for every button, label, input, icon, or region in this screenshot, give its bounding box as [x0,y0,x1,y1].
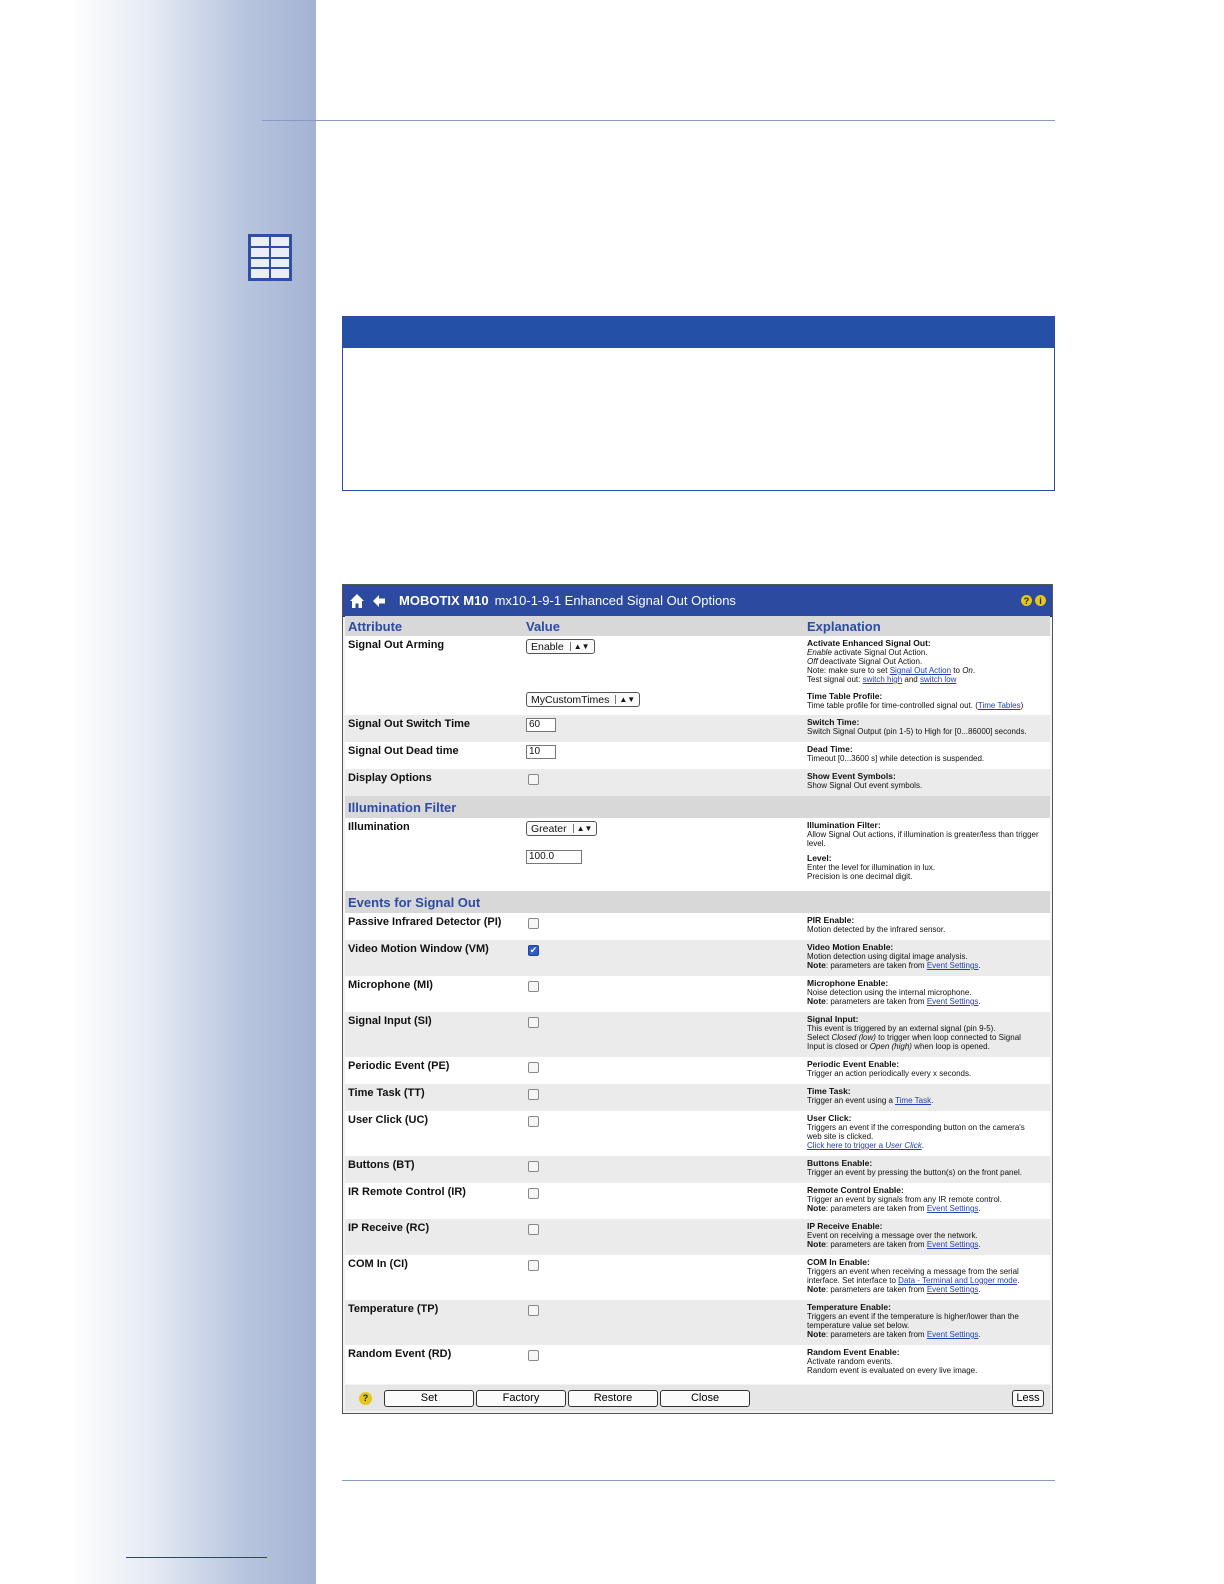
table-row: Microphone (MI) Microphone Enable: Noise detection using the internal microphone. Note: parameters are taken from Event Settings. [348,978,981,1006]
event-settings-link[interactable]: Event Settings [926,961,979,970]
table-row: Periodic Event (PE) Periodic Event Enable: Trigger an action periodically every x seconds. [348,1059,972,1078]
random-event-checkbox[interactable] [528,1350,539,1361]
table-row: Random Event (RD) Random Event Enable: Activate random events. Random event is evaluated on every live image. [348,1347,978,1375]
updown-icon: ▲▼ [570,642,590,651]
trigger-user-click-link[interactable]: Click here to trigger a User Click [807,1141,922,1150]
table-icon [248,234,292,281]
set-button[interactable]: Set [384,1390,474,1407]
back-arrow-icon[interactable] [371,593,387,609]
event-settings-link[interactable]: Event Settings [926,1330,979,1339]
table-row: IR Remote Control (IR) Remote Control Enable: Trigger an event by signals from any IR remote control. Note: parameters are taken from Event Settings. [348,1185,1002,1213]
table-row: Passive Infrared Detector (PI) PIR Enable: Motion detected by the infrared sensor. [348,915,946,934]
table-row: COM In (CI) COM In Enable: Triggers an event when receiving a message from the serial interface. Set interface to Data - Terminal and Logger mode. Note: parameters are taken from Event Settings. [348,1257,1020,1294]
time-table-profile-select[interactable]: MyCustomTimes ▲▼ [526,692,640,707]
table-row: Buttons (BT) Buttons Enable: Trigger an event by pressing the button(s) on the front panel. [345,1156,1050,1183]
time-tables-link[interactable]: Time Tables [977,701,1021,710]
window-title: mx10-1-9-1 Enhanced Signal Out Options [494,593,736,608]
ip-receive-checkbox[interactable] [528,1224,539,1235]
event-settings-link[interactable]: Event Settings [926,1204,979,1213]
section-events-for-signal-out: Events for Signal Out [345,891,1050,913]
header-value: Value [526,618,560,634]
section-illumination-filter: Illumination Filter [345,796,1050,818]
window-title-bar [343,585,1052,617]
help-icon[interactable]: ? [1021,595,1032,606]
close-button[interactable]: Close [660,1390,750,1407]
home-icon[interactable] [349,593,365,609]
pir-checkbox[interactable] [528,918,539,929]
time-task-link[interactable]: Time Task [895,1096,932,1105]
illumination-level-input[interactable]: 100.0 [526,850,582,864]
info-icon[interactable]: i [1035,595,1046,606]
settings-table [345,616,1050,1384]
display-options-checkbox[interactable] [528,774,539,785]
table-row: Time Task (TT) Time Task: Trigger an event using a Time Task. [345,1084,1050,1111]
signal-out-arming-label: Signal Out Arming [348,639,445,651]
updown-icon: ▲▼ [573,824,593,833]
table-row: Illumination Greater ▲▼ 100.0 Illumination Filter: Allow Signal Out actions, if illumination is greater/less than trigger level. Level: Enter the level for illumination in lux. Precision is one decimal digit. [348,820,1039,881]
header-attribute: Attribute [348,618,403,634]
table-header [345,616,1050,636]
event-settings-link[interactable]: Event Settings [926,997,979,1006]
table-row: Signal Out Dead time 10 Dead Time: Timeout [0...3600 s] while detection is suspended. [348,744,985,763]
time-task-checkbox[interactable] [528,1089,539,1100]
table-row: Signal Input (SI) Signal Input: This event is triggered by an external signal (pin 9-5). Select Closed (low) to trigger when loop connected to Signal Input is closed or Open (high) when loop is opened. [345,1012,1050,1057]
table-row: IP Receive (RC) IP Receive Enable: Event on receiving a message over the network. Note: parameters are taken from Event Settings. [345,1219,1050,1255]
less-button[interactable]: Less [1012,1390,1044,1407]
table-row: User Click (UC) User Click: Triggers an event if the corresponding button on the camera's web site is clicked. Click here to trigger a User Click. [348,1113,1025,1150]
note-box-header [343,317,1054,348]
updown-icon: ▲▼ [615,695,635,704]
switch-high-link[interactable]: switch high [862,675,903,684]
factory-button[interactable]: Factory [476,1390,566,1407]
event-settings-link[interactable]: Event Settings [926,1240,979,1249]
com-in-checkbox[interactable] [528,1260,539,1271]
ir-remote-checkbox[interactable] [528,1188,539,1199]
temperature-checkbox[interactable] [528,1305,539,1316]
signal-out-action-link[interactable]: Signal Out Action [889,666,952,675]
switch-low-link[interactable]: switch low [919,675,957,684]
signal-out-arming-select[interactable]: Enable ▲▼ [526,639,595,654]
user-click-checkbox[interactable] [528,1116,539,1127]
bottom-divider [342,1480,1055,1481]
event-settings-link[interactable]: Event Settings [926,1285,979,1294]
illumination-filter-select[interactable]: Greater ▲▼ [526,821,597,836]
note-box [342,316,1055,491]
signal-input-checkbox[interactable] [528,1017,539,1028]
switch-time-input[interactable]: 60 [526,718,556,732]
restore-button[interactable]: Restore [568,1390,658,1407]
buttons-checkbox[interactable] [528,1161,539,1172]
video-motion-checkbox[interactable]: ✔ [529,945,538,955]
dead-time-input[interactable]: 10 [526,745,556,759]
header-explanation: Explanation [807,618,881,634]
top-divider [262,120,1055,121]
table-row: Temperature (TP) Temperature Enable: Triggers an event if the temperature is higher/lower than the temperature value set below. Note: parameters are taken from Event Settings. [345,1300,1050,1345]
camera-brand: MOBOTIX M10 [399,593,489,608]
table-row: Signal Out Switch Time 60 Switch Time: Switch Signal Output (pin 1-5) to High for [0...86000] seconds. [345,715,1050,742]
profile-title: Time Table Profile: [807,691,883,701]
microphone-checkbox[interactable] [528,981,539,992]
periodic-event-checkbox[interactable] [528,1062,539,1073]
table-row: Display Options Show Event Symbols: Show Signal Out event symbols. [345,769,1050,796]
button-bar [345,1385,1050,1411]
terminal-logger-mode-link[interactable]: Data - Terminal and Logger mode [898,1276,1018,1285]
title-help-icons [1021,595,1046,606]
footer-link-underline [126,1557,267,1558]
settings-window [342,584,1053,1414]
table-row: Video Motion Window (VM) ✔ Video Motion Enable: Motion detection using digital image analysis. Note: parameters are taken from Event Settings. [345,940,1050,976]
table-row: Signal Out Arming Enable ▲▼ MyCustomTimes ▲▼ Activate Enhanced Signal Out: Enable activate Signal Out Action. Off deactivate Signal Out Action. Note: make sure to set Signal Out Action to On. Test signal out: switch high and switch low Time Table Profile: Time table profile for time-controlled signal out. (Time Tables) [345,636,1050,715]
help-icon[interactable]: ? [359,1392,372,1405]
activate-title: Activate Enhanced Signal Out: [807,638,931,648]
